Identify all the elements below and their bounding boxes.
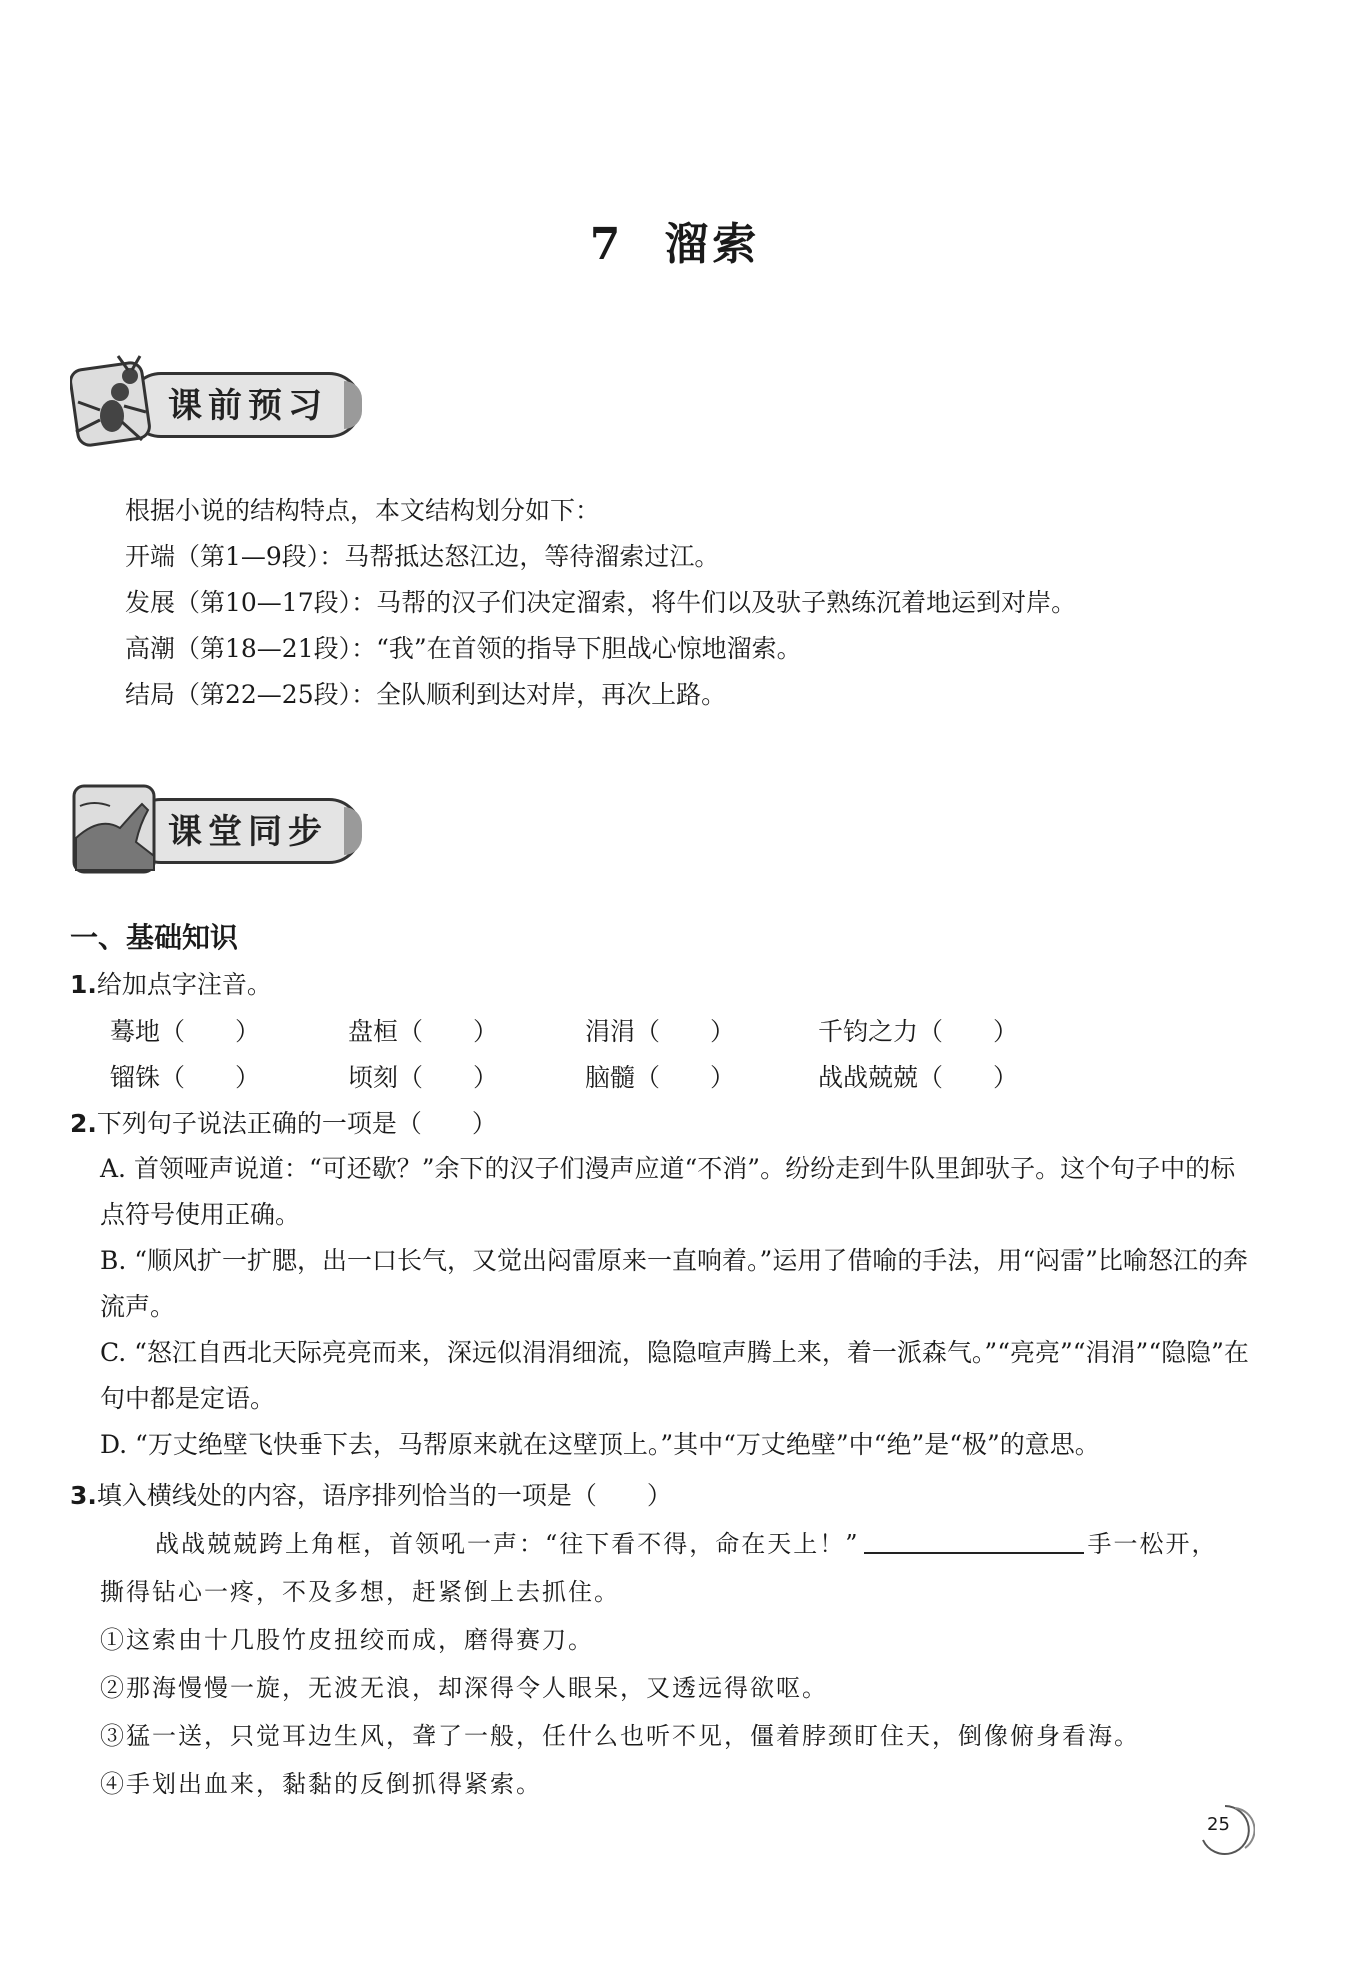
pinyin-item: 千钧之力（ ）: [818, 1017, 1019, 1046]
preview-label: 课前预习: [168, 386, 328, 426]
pinyin-item: 战战兢兢（ ）: [818, 1063, 1019, 1092]
lesson-name: 溜索: [664, 219, 761, 270]
pinyin-item: 顷刻（ ）: [348, 1063, 499, 1092]
pinyin-item: 脑髓（ ）: [585, 1063, 736, 1092]
preview-line-1: 开端（第1—9段）：马帮抵达怒江边，等待溜索过江。: [125, 542, 720, 571]
preview-intro: 根据小说的结构特点，本文结构划分如下：: [125, 496, 601, 525]
pinyin-item: 涓涓（ ）: [585, 1017, 736, 1046]
choice-2: ②那海慢慢一旋，无波无浪，却深得令人眼呆，又透远得欲呕。: [100, 1674, 828, 1702]
option-b: B. “顺风扩一扩腮，出一口长气，又觉出闷雷原来一直响着。”运用了借喻的手法，用“闷雷”比喻怒江的奔流声。: [100, 1246, 1248, 1321]
passage-text: 手一松开，: [1087, 1530, 1218, 1558]
passage-line-2: 撕得钻心一疼，不及多想，赶紧倒上去抓住。: [100, 1578, 620, 1606]
question-text: 填入横线处的内容，语序排列恰当的一项是（ ）: [96, 1481, 672, 1510]
sync-banner: [70, 776, 360, 886]
question-number: 2.: [70, 1109, 97, 1138]
pinyin-item: 蓦地（ ）: [110, 1017, 261, 1046]
preview-line-3: 高潮（第18—21段）：“我”在首领的指导下胆战心惊地溜索。: [125, 634, 802, 663]
passage-text: 战战兢兢跨上角框，首领吼一声：“往下看不得，命在天上！”: [155, 1530, 860, 1558]
option-a: A. 首领哑声说道：“可还歇？”余下的汉子们漫声应道“不消”。纷纷走到牛队里卸驮子。这个句子中的标点符号使用正确。: [100, 1154, 1236, 1229]
question-text: 下列句子说法正确的一项是（ ）: [96, 1109, 497, 1138]
choice-1: ①这索由十几股竹皮扭绞而成，磨得赛刀。: [100, 1626, 594, 1654]
option-c: C. “怒江自西北天际亮亮而来，深远似涓涓细流，隐隐喧声腾上来，着一派森气。”“亮亮”“涓涓”“隐隐”在句中都是定语。: [100, 1338, 1249, 1413]
option-d: D. “万丈绝壁飞快垂下去，马帮原来就在这壁顶上。”其中“万丈绝壁”中“绝”是“极”的意思。: [100, 1430, 1100, 1459]
choice-3: ③猛一送，只觉耳边生风，聋了一般，任什么也听不见，僵着脖颈盯住天，倒像俯身看海。: [100, 1722, 1140, 1750]
answer-blank[interactable]: [864, 1552, 1084, 1554]
pinyin-item: 盘桓（ ）: [348, 1017, 499, 1046]
question-number: 3.: [70, 1481, 97, 1510]
question-1: [70, 965, 272, 1001]
question-2: [70, 1104, 497, 1140]
dinosaur-icon: [70, 776, 180, 886]
lesson-number: 7: [589, 219, 625, 270]
pinyin-item: 镏铢（ ）: [110, 1063, 261, 1092]
ant-icon: [70, 350, 180, 460]
choice-4: ④手划出血来，黏黏的反倒抓得紧索。: [100, 1770, 542, 1798]
passage-line-1: [155, 1524, 1218, 1559]
preview-line-2: 发展（第10—17段）：马帮的汉子们决定溜索，将牛们以及驮子熟练沉着地运到对岸。: [125, 588, 1077, 617]
page-number: 25: [1207, 1814, 1230, 1835]
preview-banner: [70, 350, 360, 460]
lesson-title: [0, 208, 1350, 272]
question-text: 给加点字注音。: [96, 970, 272, 999]
question-number: 1.: [70, 970, 97, 999]
sync-label: 课堂同步: [168, 812, 328, 852]
question-3: [70, 1476, 672, 1512]
page-number-badge: [1195, 1800, 1255, 1860]
basics-heading: 一、基础知识: [70, 921, 239, 954]
preview-line-4: 结局（第22—25段）：全队顺利到达对岸，再次上路。: [125, 680, 727, 709]
